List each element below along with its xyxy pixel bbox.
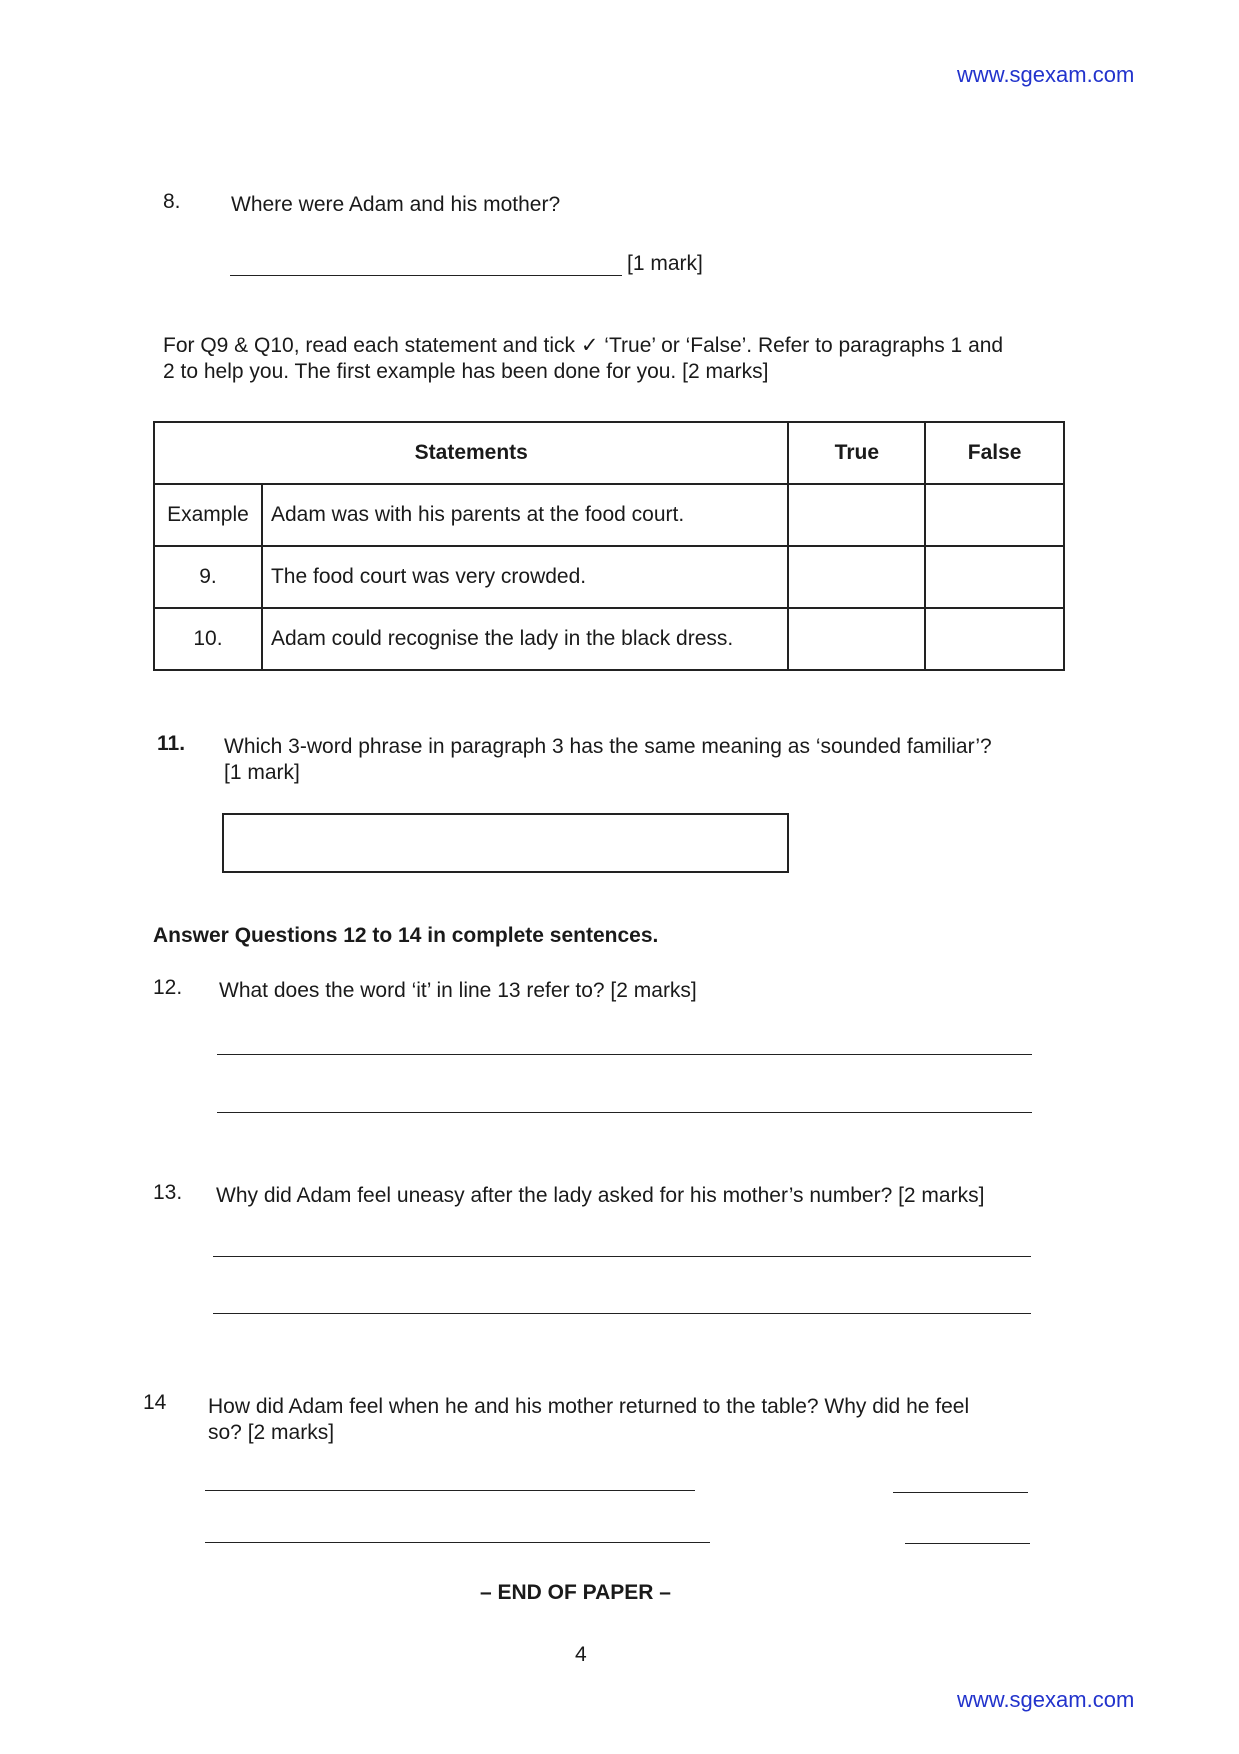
q14-number: 14 <box>143 1391 167 1414</box>
q14-answer-line-2-end[interactable] <box>905 1543 1030 1544</box>
true-tick-cell[interactable] <box>788 546 925 608</box>
row-statement: The food court was very crowded. <box>262 546 789 608</box>
q14-answer-line-2[interactable] <box>205 1542 710 1543</box>
table-row <box>154 484 1064 546</box>
q8-marks: [1 mark] <box>627 252 703 275</box>
q12-answer-line-2[interactable] <box>217 1112 1032 1113</box>
statements-header: Statements <box>154 422 788 484</box>
true-header: True <box>788 422 925 484</box>
false-tick-cell[interactable] <box>925 608 1064 670</box>
q8-number: 8. <box>163 190 181 213</box>
row-label: Example <box>154 484 262 546</box>
tick-instructions-line2: 2 to help you. The first example has been done for you. [2 marks] <box>163 360 769 383</box>
section-instruction: Answer Questions 12 to 14 in complete sentences. <box>153 924 659 947</box>
q8-question: Where were Adam and his mother? <box>231 193 561 216</box>
q11-number: 11. <box>157 732 186 755</box>
q13-answer-line-1[interactable] <box>213 1256 1031 1257</box>
false-header: False <box>925 422 1064 484</box>
q14-question-line2: so? [2 marks] <box>208 1421 335 1444</box>
table-row <box>154 608 1064 670</box>
false-tick-cell[interactable] <box>925 484 1064 546</box>
row-label: 10. <box>154 608 262 670</box>
row-label: 9. <box>154 546 262 608</box>
true-false-table <box>153 421 1065 671</box>
q13-answer-line-2[interactable] <box>213 1313 1031 1314</box>
tick-instructions-line1: For Q9 & Q10, read each statement and tick ✓ ‘True’ or ‘False’. Refer to paragraphs 1 and <box>163 334 1004 357</box>
false-tick-cell[interactable] <box>925 546 1064 608</box>
q14-answer-line-1-end[interactable] <box>893 1492 1028 1493</box>
table-header-row <box>154 422 1064 484</box>
q8-answer-line[interactable] <box>230 275 622 276</box>
header-website: www.sgexam.com <box>957 62 1135 87</box>
page-number: 4 <box>575 1643 587 1666</box>
true-tick-cell[interactable] <box>788 484 925 546</box>
q11-answer-box[interactable] <box>222 813 789 873</box>
q14-question-line1: How did Adam feel when he and his mother returned to the table? Why did he feel <box>208 1395 970 1418</box>
row-statement: Adam was with his parents at the food court. <box>262 484 789 546</box>
footer-website: www.sgexam.com <box>957 1687 1135 1712</box>
q12-number: 12. <box>153 976 183 999</box>
true-tick-cell[interactable] <box>788 608 925 670</box>
q11-marks: [1 mark] <box>224 761 300 784</box>
q13-question: Why did Adam feel uneasy after the lady asked for his mother’s number? [2 marks] <box>216 1184 985 1207</box>
q13-number: 13. <box>153 1181 183 1204</box>
q12-question: What does the word ‘it’ in line 13 refer to? [2 marks] <box>219 979 697 1002</box>
table-row <box>154 546 1064 608</box>
q14-answer-line-1[interactable] <box>205 1490 695 1491</box>
q11-question: Which 3-word phrase in paragraph 3 has the same meaning as ‘sounded familiar’? <box>224 735 992 758</box>
q12-answer-line-1[interactable] <box>217 1054 1032 1055</box>
end-of-paper: – END OF PAPER – <box>480 1581 671 1604</box>
row-statement: Adam could recognise the lady in the black dress. <box>262 608 789 670</box>
